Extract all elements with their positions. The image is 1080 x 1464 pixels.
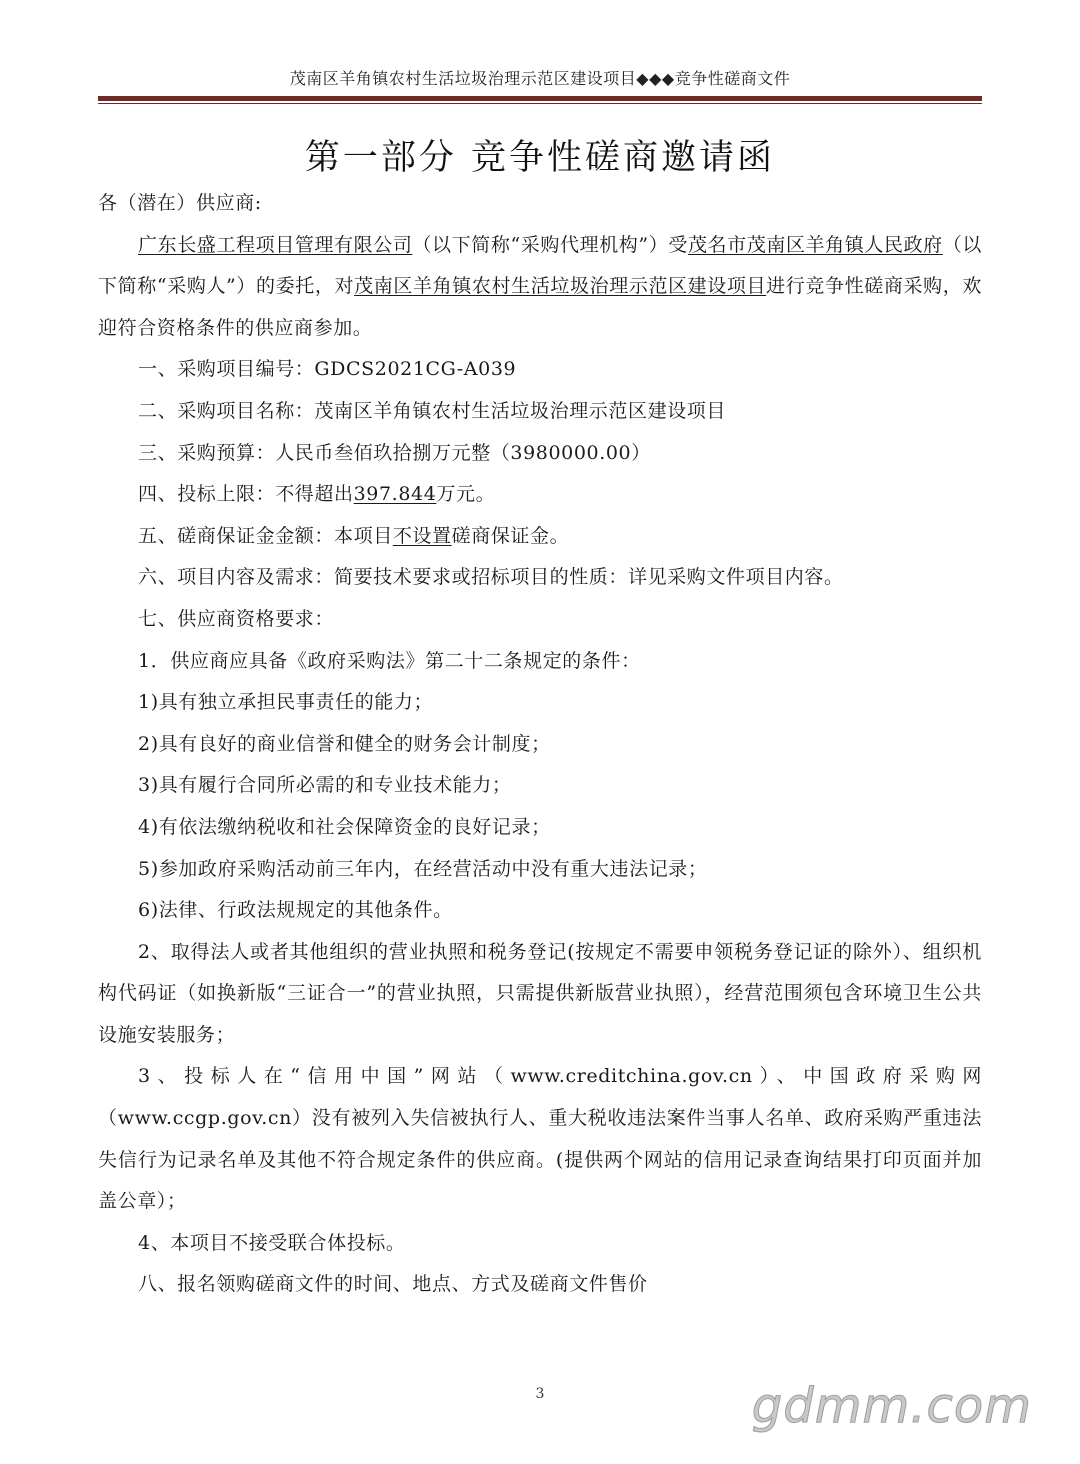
intro-paragraph [98,225,982,350]
item-project-name: 二、采购项目名称：茂南区羊角镇农村生活垃圾治理示范区建设项目 [138,399,727,422]
qualification-1-3: 3)具有履行合同所必需的和专业技术能力； [138,774,512,797]
qualification-4: 4、本项目不接受联合体投标。 [138,1231,406,1254]
site-watermark: gdmm.com [751,1378,1032,1434]
item-registration: 八、报名领购磋商文件的时间、地点、方式及磋商文件售价 [138,1273,648,1296]
page-title: 第一部分 竞争性磋商邀请函 [304,138,776,178]
header-rule [98,96,982,101]
intro-text-2: （以下简称“采购人”）的委托，对 [98,233,982,298]
deposit-flag: 不设置 [392,524,452,547]
item-budget: 三、采购预算：人民币叁佰玖拾捌万元整（3980000.00） [138,441,651,464]
page-number: 3 [535,1386,545,1402]
qualification-1-4: 4)有依法缴纳税收和社会保障资金的良好记录； [138,815,551,838]
agency-name: 广东长盛工程项目管理有限公司 [138,233,413,256]
qualification-1-1: 1)具有独立承担民事责任的能力； [138,691,434,714]
running-header: 茂南区羊角镇农村生活垃圾治理示范区建设项目◆◆◆竞争性磋商文件 [289,69,791,88]
document-body [98,183,982,1306]
bid-cap-amount: 397.844 [353,483,437,506]
bid-cap-label: 四、投标上限：不得超出 [138,483,354,506]
bid-cap-unit: 万元。 [436,483,496,506]
qualification-2: 2、取得法人或者其他组织的营业执照和税务登记(按规定不需要申领税务登记证的除外）、组织机构代码证（如换新版“三证合一”的营业执照，只需提供新版营业执照），经营范围须包含环境卫生公共设施安装服务； [98,940,982,1046]
project-name: 茂南区羊角镇农村生活垃圾治理示范区建设项目 [354,275,767,298]
intro-text-1: （以下简称“采购代理机构”）受 [412,233,688,256]
qualification-1-5: 5)参加政府采购活动前三年内，在经营活动中没有重大违法记录； [138,857,708,880]
qualification-1: 1．供应商应具备《政府采购法》第二十二条规定的条件： [138,649,641,672]
item-project-number: 一、采购项目编号：GDCS2021CG-A039 [138,358,517,381]
purchaser-name: 茂名市茂南区羊角镇人民政府 [687,233,943,256]
header-rule-thin [98,103,982,104]
salutation: 各（潜在）供应商: [98,192,262,214]
intro-text-3: 进行竞争性磋商采购，欢迎符合资格条件的供应商参加。 [98,275,982,339]
item-qualifications: 七、供应商资格要求： [138,607,335,630]
qualification-1-2: 2)具有良好的商业信誉和健全的财务会计制度； [138,732,551,755]
deposit-suffix: 磋商保证金。 [451,524,570,547]
item-deposit [98,516,982,558]
qualification-3: 3、投标人在“信用中国”网站（www.creditchina.gov.cn）、中国政府采购网（www.ccgp.gov.cn）没有被列入失信被执行人、重大税收违法案件当事人名单、政府采购严重违法失信行为记录名单及其他不符合规定条件的供应商。(提供两个网站的信用记录查询结果打印页面并加盖公章）； [98,1065,982,1213]
deposit-label: 五、磋商保证金金额：本项目 [138,524,393,547]
qualification-1-6: 6)法律、行政法规规定的其他条件。 [138,899,453,922]
item-content: 六、项目内容及需求：简要技术要求或招标项目的性质：详见采购文件项目内容。 [138,566,844,589]
item-bid-cap [98,474,982,516]
